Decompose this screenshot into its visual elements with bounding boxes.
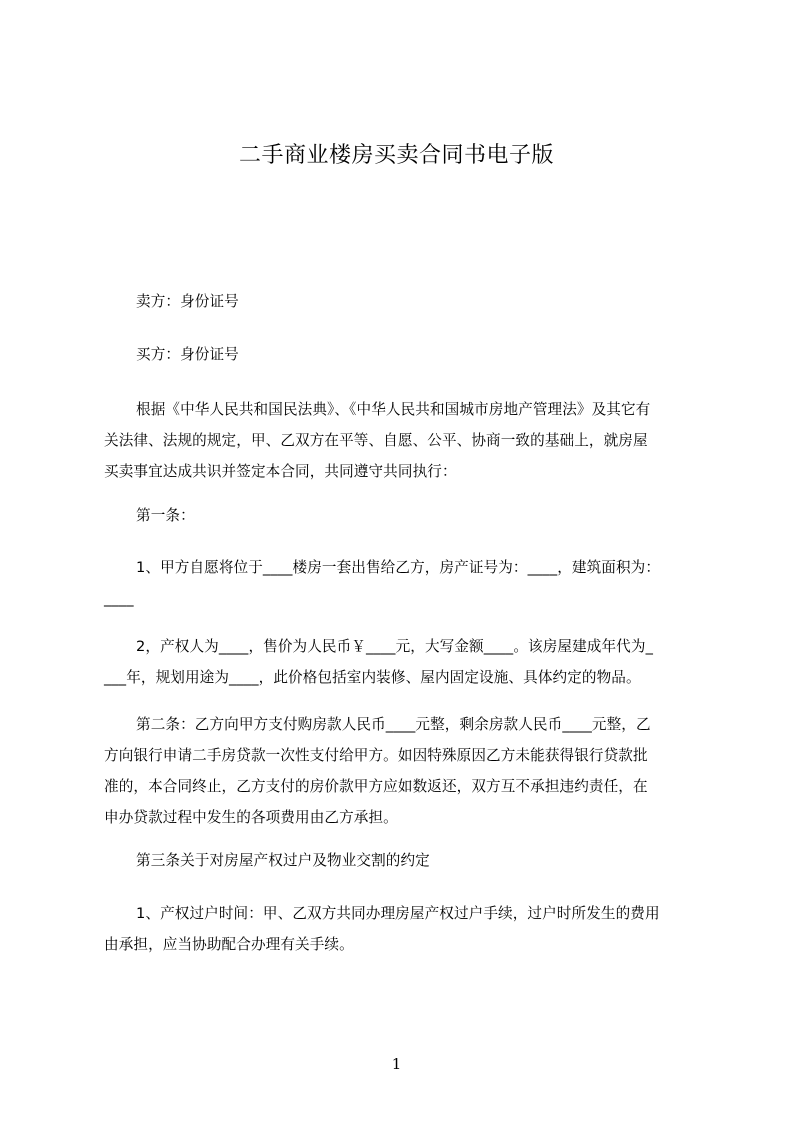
text-line: 2，产权人为____，售价为人民币￥____元，大写金额____。该房屋建成年代为_ bbox=[136, 638, 653, 655]
article-2-paragraph bbox=[104, 709, 700, 833]
text-line: 1、产权过户时间：甲、乙双方共同办理房屋产权过户手续，过户时所发生的费用 bbox=[136, 905, 660, 922]
text-line: 由承担，应当协助配合办理有关手续。 bbox=[104, 936, 354, 953]
preamble-paragraph bbox=[104, 394, 700, 487]
text-line: 第三条关于对房屋产权过户及物业交割的约定 bbox=[136, 852, 430, 869]
text-line: ____ bbox=[104, 590, 134, 607]
article-1-heading bbox=[104, 500, 700, 531]
buyer-line bbox=[104, 339, 700, 370]
seller-line bbox=[104, 286, 700, 317]
article-3-clause-1 bbox=[104, 898, 700, 960]
text-line: ___年，规划用途为____，此价格包括室内装修、屋内固定设施、具体约定的物品。 bbox=[104, 669, 641, 686]
text-line: 方向银行申请二手房贷款一次性支付给甲方。如因特殊原因乙方未能获得银行贷款批 bbox=[104, 747, 648, 764]
page-number: 1 bbox=[391, 1055, 402, 1073]
article-1-clause-1 bbox=[104, 552, 700, 614]
text-line: 申办贷款过程中发生的各项费用由乙方承担。 bbox=[104, 809, 398, 826]
text-line: 第一条： bbox=[136, 507, 195, 524]
document-title: 二手商业楼房买卖合同书电子版 bbox=[238, 143, 554, 168]
text-line: 根据《中华人民共和国民法典》、《中华人民共和国城市房地产管理法》及其它有 bbox=[136, 401, 651, 418]
text-line: 1、甲方自愿将位于____楼房一套出售给乙方，房产证号为：____，建筑面积为： bbox=[136, 559, 661, 576]
article-1-clause-2 bbox=[104, 631, 700, 693]
text-line: 准的，本合同终止，乙方支付的房价款甲方应如数返还，双方互不承担违约责任，在 bbox=[104, 778, 648, 795]
text-line: 买卖事宜达成共识并签定本合同，共同遵守共同执行： bbox=[104, 463, 457, 480]
text-line: 卖方：身份证号 bbox=[136, 293, 239, 310]
text-line: 第二条：乙方向甲方支付购房款人民币____元整，剩余房款人民币____元整，乙 bbox=[136, 716, 651, 733]
article-3-heading bbox=[104, 845, 700, 876]
text-line: 关法律、法规的规定，甲、乙双方在平等、自愿、公平、协商一致的基础上，就房屋 bbox=[104, 432, 648, 449]
text-line: 买方：身份证号 bbox=[136, 346, 239, 363]
